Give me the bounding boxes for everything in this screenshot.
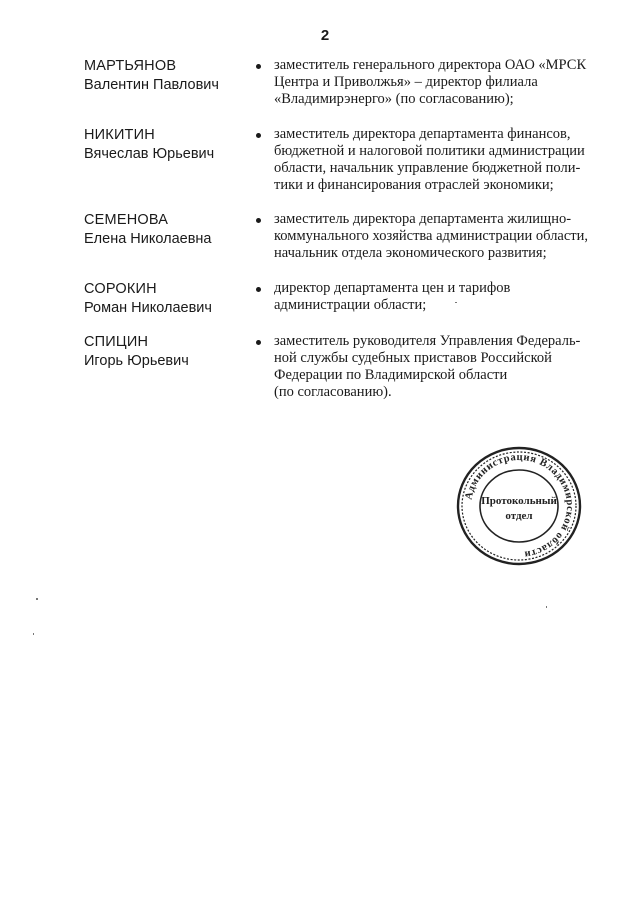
role-line: (по согласованию). xyxy=(274,384,392,400)
role-line: области, начальник управление бюджетной поли- xyxy=(274,160,581,176)
role-line: тики и финансирования отраслей экономики; xyxy=(274,177,554,193)
scan-speck xyxy=(36,598,38,600)
role-line: заместитель директора департамента жилищно- xyxy=(274,211,572,227)
member-name xyxy=(84,57,254,95)
member-surname: СЕМЕНОВА xyxy=(84,212,169,228)
role-line: заместитель руководителя Управления Федераль- xyxy=(274,333,581,349)
role-line: Центра и Приволжья» – директор филиала xyxy=(274,74,538,90)
member-surname: СПИЦИН xyxy=(84,334,149,350)
seal-center-line: Протокольный xyxy=(481,495,557,507)
role-line: «Владимирэнерго» (по согласованию); xyxy=(274,91,514,107)
role-line: Федерации по Владимирской области xyxy=(274,367,508,383)
bullet-icon xyxy=(256,340,261,345)
role-line: начальник отдела экономического развития; xyxy=(274,245,547,261)
member-given-name: Игорь Юрьевич xyxy=(84,353,189,369)
scan-speck xyxy=(455,302,457,303)
seal-ring-text: Администрация Владимирской области xyxy=(463,451,576,560)
official-seal-stamp xyxy=(455,445,583,567)
bullet-icon xyxy=(256,218,261,223)
member-given-name: Роман Николаевич xyxy=(84,300,212,316)
member-name xyxy=(84,280,254,318)
scan-speck xyxy=(546,606,547,608)
member-given-name: Елена Николаевна xyxy=(84,231,212,247)
seal-center-line: отдел xyxy=(505,510,533,522)
member-role xyxy=(274,333,614,401)
member-role xyxy=(274,57,614,108)
role-line: заместитель директора департамента финансов, xyxy=(274,126,571,142)
role-line: бюджетной и налоговой политики администрации xyxy=(274,143,585,159)
role-line: директор департамента цен и тарифов xyxy=(274,280,511,296)
role-line: коммунального хозяйства администрации области, xyxy=(274,228,589,244)
member-name xyxy=(84,126,254,164)
member-surname: НИКИТИН xyxy=(84,127,155,143)
member-surname: МАРТЬЯНОВ xyxy=(84,58,177,74)
member-given-name: Вячеслав Юрьевич xyxy=(84,146,215,162)
member-name xyxy=(84,333,254,371)
bullet-icon xyxy=(256,133,261,138)
member-role xyxy=(274,126,614,194)
member-surname: СОРОКИН xyxy=(84,281,157,297)
member-role xyxy=(274,280,614,314)
member-role xyxy=(274,211,614,262)
role-line: заместитель генерального директора ОАО «МРСК xyxy=(274,57,587,73)
role-line: администрации области; xyxy=(274,297,427,313)
page-number: 2 xyxy=(320,27,330,44)
member-given-name: Валентин Павлович xyxy=(84,77,219,93)
bullet-icon xyxy=(256,287,261,292)
role-line: ной службы судебных приставов Российской xyxy=(274,350,552,366)
bullet-icon xyxy=(256,64,261,69)
member-name xyxy=(84,211,254,249)
scan-speck xyxy=(33,633,34,635)
